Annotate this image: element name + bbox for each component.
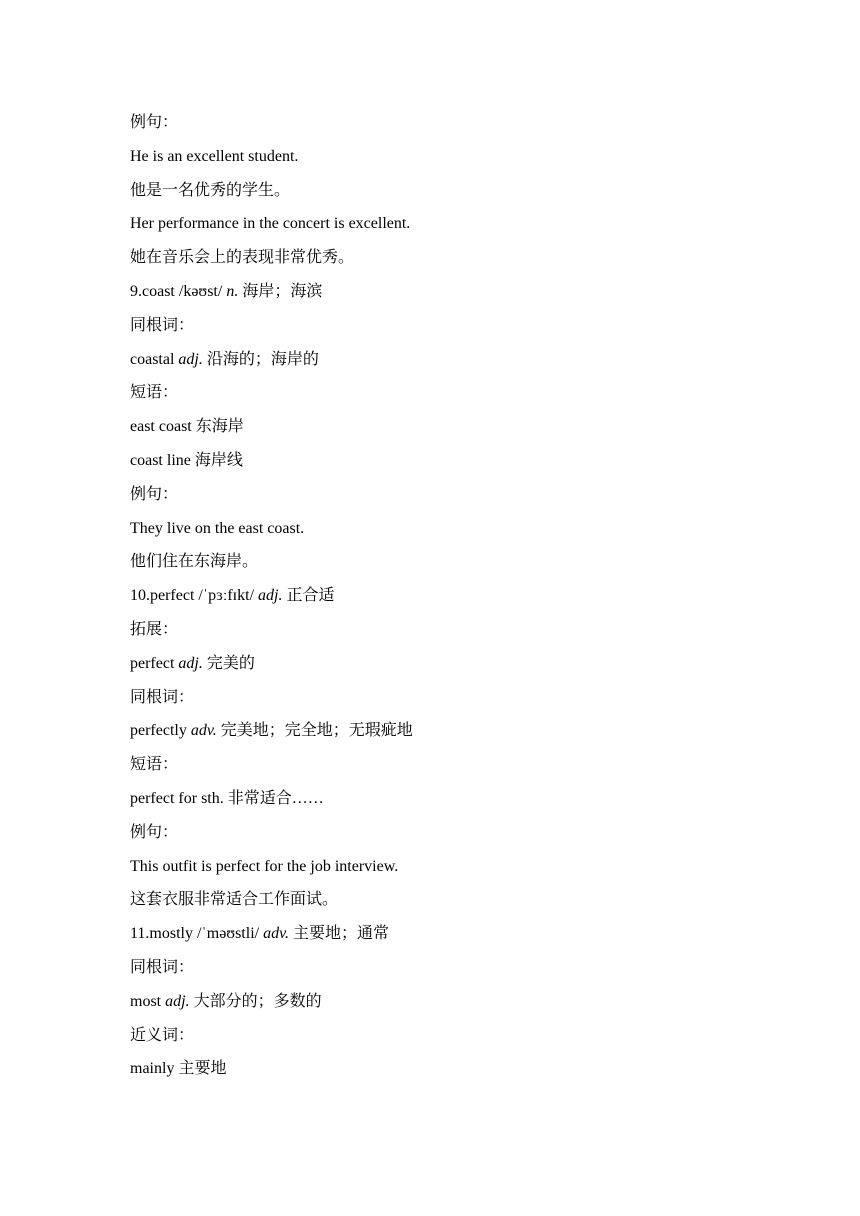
extension-word: perfect — [130, 654, 179, 672]
entry-meaning: 正合适 — [282, 587, 335, 605]
part-of-speech: n. — [226, 282, 239, 300]
cognate-word: coastal — [130, 350, 179, 368]
cognate-word: perfectly — [130, 722, 191, 740]
cognate-meaning: 大部分的；多数的 — [189, 992, 322, 1010]
part-of-speech: adj. — [178, 654, 203, 672]
cognate-item — [130, 346, 770, 380]
synonym-item: mainly 主要地 — [130, 1060, 227, 1078]
entry-meaning: 海岸；海滨 — [238, 282, 323, 300]
entry-word: 11.mostly /ˈməʊstli/ — [130, 925, 264, 943]
example-heading: 例句： — [130, 823, 179, 841]
extension-item — [130, 650, 770, 684]
example-sentence-en: Her performance in the concert is excellent. — [130, 215, 411, 233]
example-sentence-en: This outfit is perfect for the job interview. — [130, 857, 399, 875]
cognate-heading: 同根词： — [130, 958, 195, 976]
example-heading: 例句： — [130, 114, 179, 131]
cognate-item — [130, 988, 770, 1022]
example-sentence-zh: 她在音乐会上的表现非常优秀。 — [130, 249, 355, 267]
entry-word: 10.perfect /ˈpɜːfɪkt/ — [130, 587, 259, 605]
vocab-entry-mostly — [130, 920, 770, 954]
document-page — [130, 109, 770, 1089]
extension-meaning: 完美的 — [202, 654, 255, 672]
phrase-item: east coast 东海岸 — [130, 418, 244, 436]
example-sentence-en: They live on the east coast. — [130, 519, 305, 537]
vocab-entry-coast — [130, 278, 770, 312]
phrase-heading: 短语： — [130, 384, 179, 402]
example-sentence-zh: 他们住在东海岸。 — [130, 553, 259, 571]
entry-word: 9.coast /kəʊst/ — [130, 282, 227, 300]
phrase-item: coast line 海岸线 — [130, 451, 243, 469]
part-of-speech: adj. — [178, 350, 203, 368]
part-of-speech: adj. — [258, 587, 283, 605]
phrase-heading: 短语： — [130, 756, 179, 774]
cognate-item — [130, 717, 770, 751]
cognate-heading: 同根词： — [130, 316, 195, 334]
entry-meaning: 主要地；通常 — [289, 925, 390, 943]
cognate-word: most — [130, 992, 166, 1010]
cognate-heading: 同根词： — [130, 688, 195, 706]
example-heading: 例句： — [130, 485, 179, 503]
phrase-item: perfect for sth. 非常适合…… — [130, 789, 324, 807]
part-of-speech: adv. — [190, 722, 217, 740]
example-sentence-zh: 他是一名优秀的学生。 — [130, 181, 291, 199]
example-sentence-zh: 这套衣服非常适合工作面试。 — [130, 891, 339, 909]
example-sentence-en: He is an excellent student. — [130, 147, 299, 165]
synonym-heading: 近义词： — [130, 1026, 195, 1044]
part-of-speech: adv. — [263, 925, 289, 943]
cognate-meaning: 沿海的；海岸的 — [202, 350, 319, 368]
part-of-speech: adj. — [165, 992, 190, 1010]
extension-heading: 拓展： — [130, 620, 179, 638]
vocab-entry-perfect — [130, 582, 770, 616]
cognate-meaning: 完美地；完全地；无瑕疵地 — [216, 722, 413, 740]
